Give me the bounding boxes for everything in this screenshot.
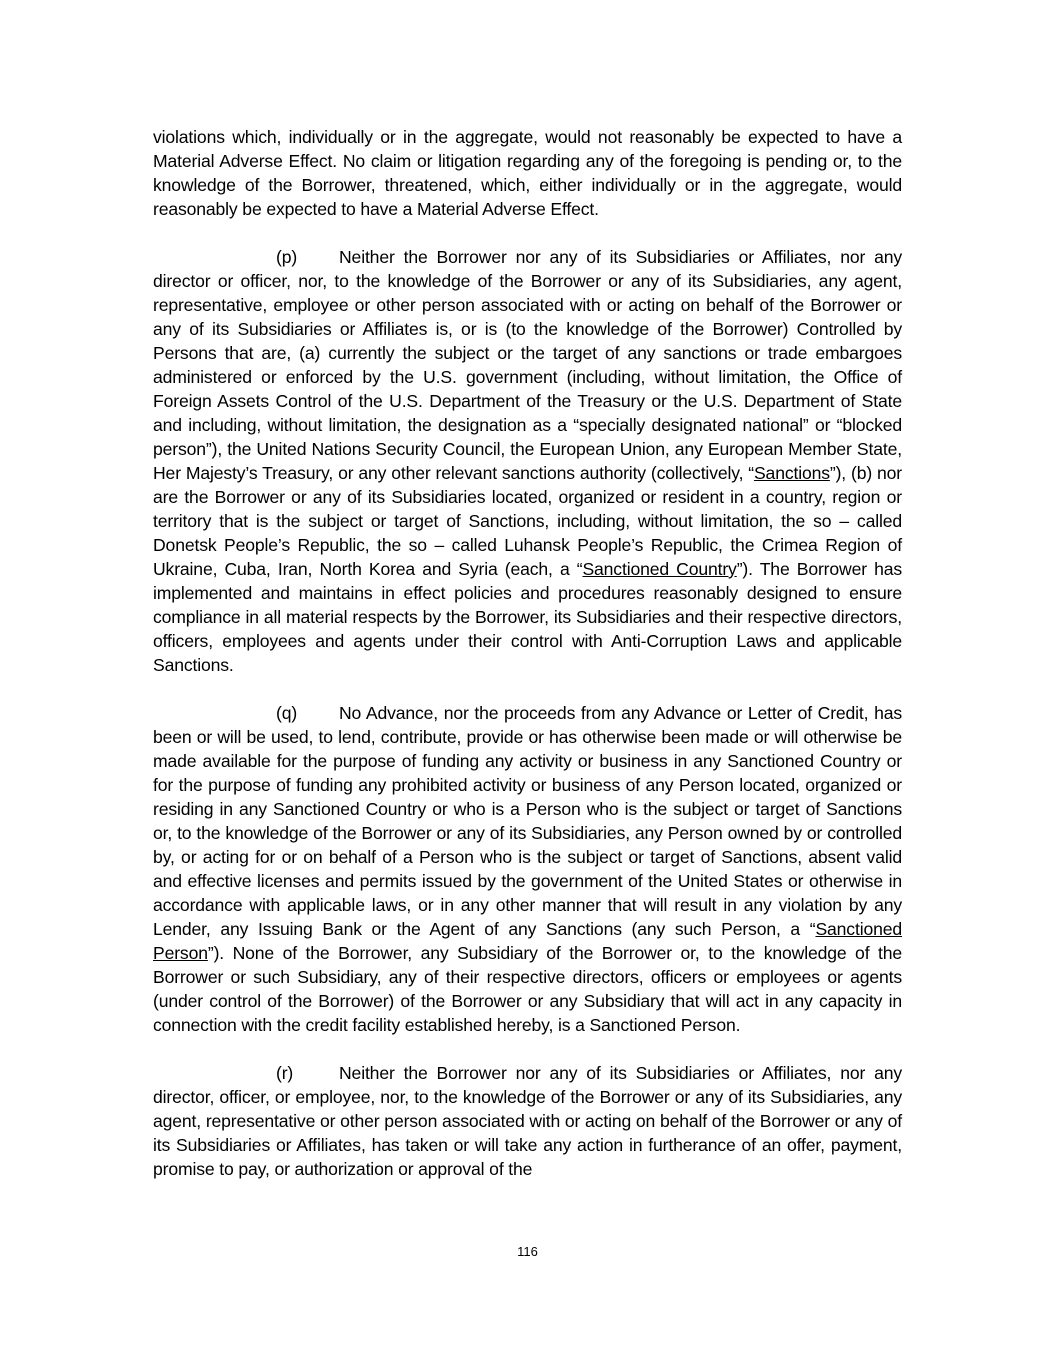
- paragraph-o-text: violations which, individually or in the aggregate, would not reasonably be expected to have a Material Adverse Effect. No claim or litigation regarding any of the foregoing is pending or, to the knowledge of the Borrower, threatened, which, either individually or in the aggregate, would reasonably be expected to have a Material Adverse Effect.: [153, 127, 902, 219]
- paragraph-q-text-2: ”). None of the Borrower, any Subsidiary of the Borrower or, to the knowledge of the Borrower or such Subsidiary, any of their respective directors, officers or employees or agents (under control of the Borrower) of the Borrower or any Subsidiary that will act in any capacity in connection with the credit facility established hereby, is a Sanctioned Person.: [153, 943, 902, 1035]
- paragraph-q-label: (q): [276, 703, 298, 723]
- defined-term-person: Person: [153, 943, 208, 963]
- defined-term-sanctioned: Sanctioned: [815, 919, 902, 939]
- paragraph-o-continuation: [153, 125, 902, 221]
- paragraph-p: [153, 245, 902, 677]
- paragraph-r: [153, 1061, 902, 1181]
- paragraph-p-text-2: ”), (b) nor are the Borrower or any of its Subsidiaries located, organized or resident in a country, region or territory that is the subject or target of Sanctions, including, without limitation, the so – called Donetsk People’s Republic, the so – called Luhansk People’s Republic, the Crimea Region of Ukraine, Cuba, Iran, North Korea and Syria (each, a “: [153, 463, 902, 579]
- paragraph-p-label: (p): [276, 247, 298, 267]
- defined-term-sanctions: Sanctions: [753, 463, 830, 483]
- defined-term-sanctioned-country: Sanctioned Country: [582, 559, 737, 579]
- paragraph-p-text-3: ”). The Borrower has implemented and maintains in effect policies and procedures reasonably designed to ensure compliance in all material respects by the Borrower, its Subsidiaries and their respective directors, officers, employees and agents under their control with Anti-Corruption Laws and applicable Sanctions.: [153, 559, 902, 675]
- document-page: [153, 125, 902, 1181]
- page-number: 116: [517, 1244, 538, 1259]
- paragraph-r-label: (r): [276, 1063, 294, 1083]
- paragraph-p-text-1: Neither the Borrower nor any of its Subsidiaries or Affiliates, nor any director or officer, nor, to the knowledge of the Borrower or any of its Subsidiaries, any agent, representative, employee or other person associated with or acting on behalf of the Borrower or any of its Subsidiaries or Affiliates is, or is (to the knowledge of the Borrower) Controlled by Persons that are, (a) currently the subject or the target of any sanctions or trade embargoes administered or enforced by the U.S. government (including, without limitation, the Office of Foreign Assets Control of the U.S. Department of the Treasury or the U.S. Department of State and including, without limitation, the designation as a “specially designated national” or “blocked person”), the United Nations Security Council, the European Union, any European Member State, Her Majesty’s Treasury, or any other relevant sanctions authority (collectively, “: [153, 247, 902, 483]
- paragraph-r-text: Neither the Borrower nor any of its Subsidiaries or Affiliates, nor any director, officer, or employee, nor, to the knowledge of the Borrower or any of its Subsidiaries, any agent, representative or other person associated with or acting on behalf of the Borrower or any of its Subsidiaries or Affiliates, has taken or will take any action in furtherance of an offer, payment, promise to pay, or authorization or approval of the: [153, 1063, 902, 1179]
- paragraph-q: [153, 701, 902, 1037]
- paragraph-q-text-1: No Advance, nor the proceeds from any Advance or Letter of Credit, has been or will be used, to lend, contribute, provide or has otherwise been made or will otherwise be made available for the purpose of funding any activity or business in any Sanctioned Country or for the purpose of funding any prohibited activity or business of any Person located, organized or residing in any Sanctioned Country or who is a Person who is the subject or target of Sanctions or, to the knowledge of the Borrower or any of its Subsidiaries, any Person owned by or controlled by, or acting for or on behalf of a Person who is the subject or target of Sanctions, absent valid and effective licenses and permits issued by the government of the United States or otherwise in accordance with applicable laws, or in any other manner that will result in any violation by any Lender, any Issuing Bank or the Agent of any Sanctions (any such Person, a “: [153, 703, 902, 939]
